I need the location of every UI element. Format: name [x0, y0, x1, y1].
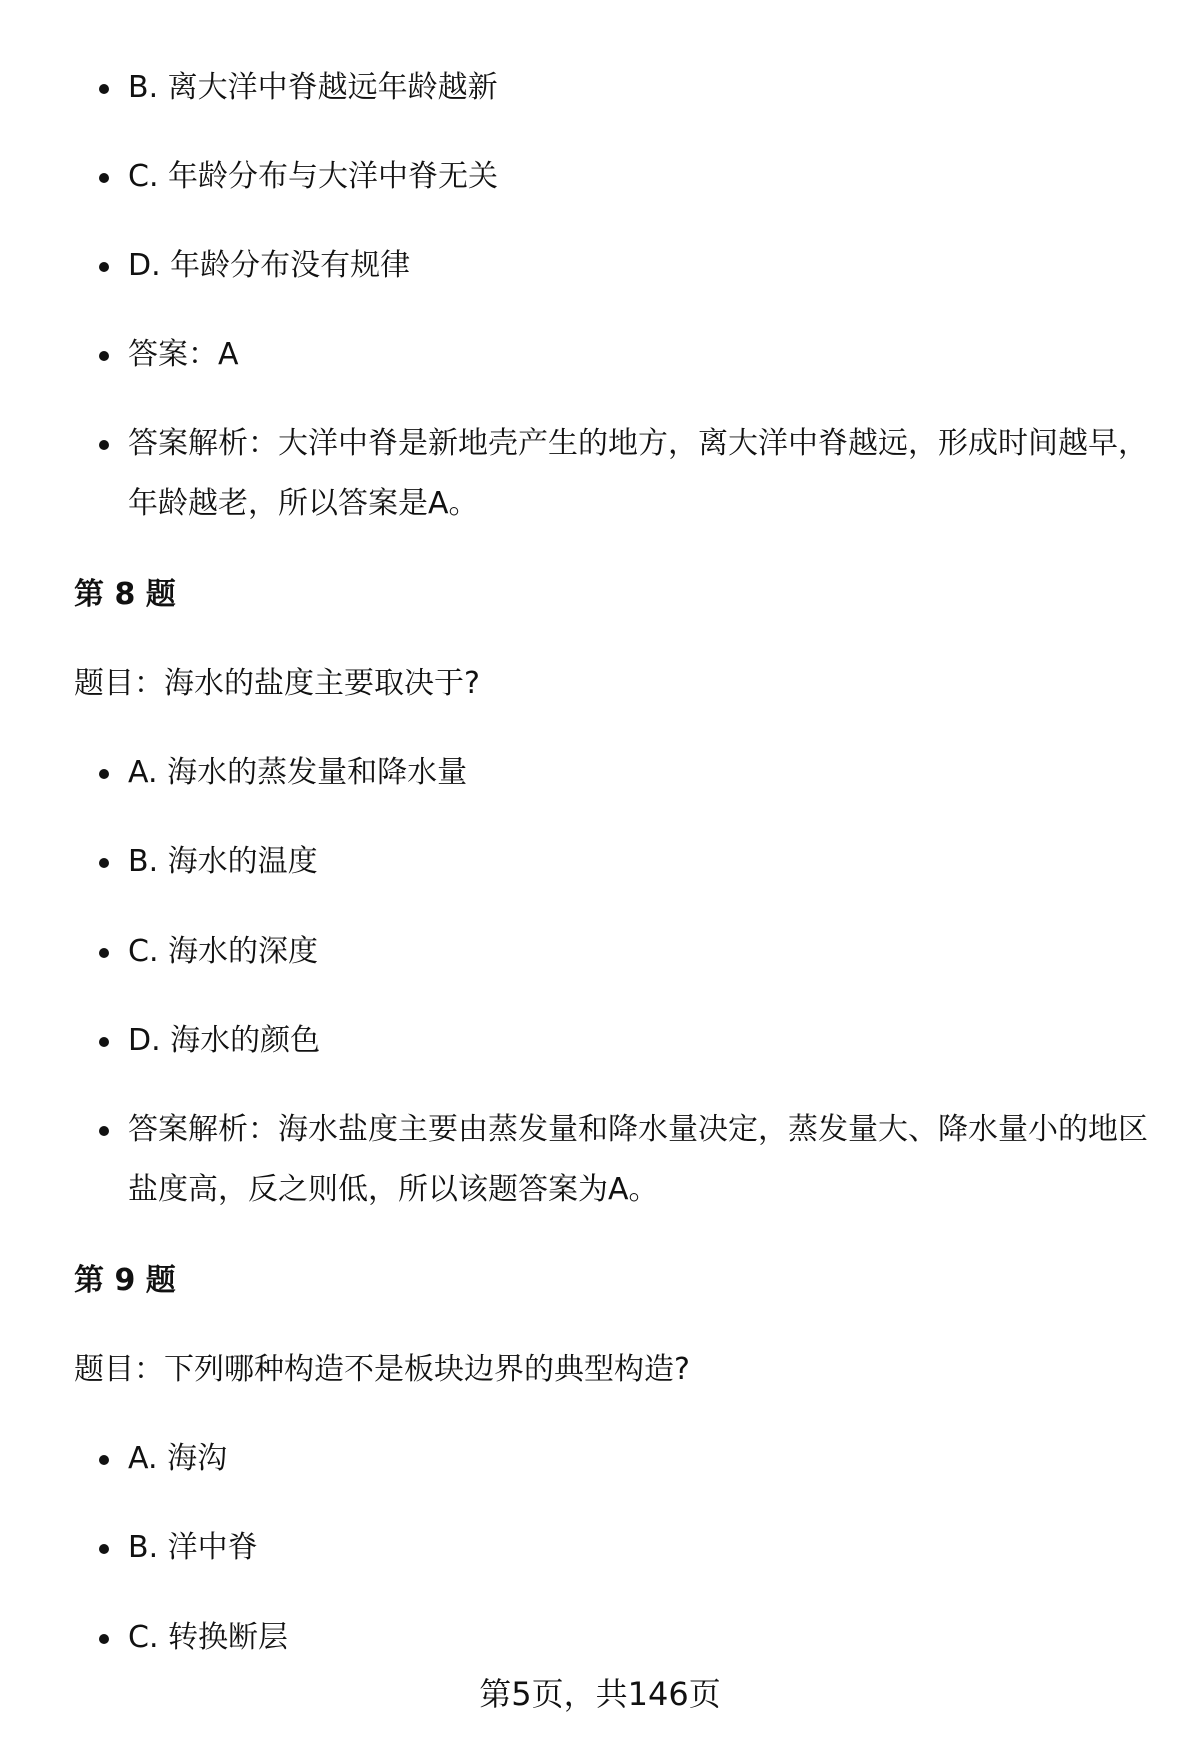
option-text: D. 海水的颜色: [128, 1023, 321, 1058]
option-text: A. 海沟: [128, 1441, 228, 1476]
bullet-icon: [99, 440, 109, 450]
q8-option-c: [128, 922, 1148, 982]
explanation-line-1: 答案解析：大洋中脊是新地壳产生的地方，离大洋中脊越远，形成时间越早，: [128, 426, 1148, 461]
q7-answer: [128, 325, 1148, 385]
q9-question: 题目：下列哪种构造不是板块边界的典型构造?: [74, 1352, 690, 1387]
bullet-icon: [99, 948, 109, 958]
q8-option-a: [128, 743, 1148, 803]
bullet-icon: [99, 84, 109, 94]
page-indicator: 第5页，共146页: [479, 1675, 721, 1713]
option-text: A. 海水的蒸发量和降水量: [128, 755, 468, 790]
bullet-icon: [99, 173, 109, 183]
option-text: B. 离大洋中脊越远年龄越新: [128, 70, 498, 105]
q7-option-d: [128, 236, 1148, 296]
q8-option-b: [128, 832, 1148, 892]
option-text: C. 海水的深度: [128, 934, 319, 969]
bullet-icon: [99, 1126, 109, 1136]
q7-option-b: [128, 58, 1148, 118]
explanation-line-1: 答案解析：海水盐度主要由蒸发量和降水量决定，蒸发量大、降水量小的地区: [128, 1112, 1148, 1147]
q8-question: 题目：海水的盐度主要取决于?: [74, 666, 480, 701]
q9-option-a: [128, 1429, 1148, 1489]
explanation-line-2: 盐度高，反之则低，所以该题答案为A。: [128, 1172, 659, 1207]
q7-option-c: [128, 147, 1148, 207]
q9-option-b: [128, 1518, 1148, 1578]
bullet-icon: [99, 262, 109, 272]
option-text: C. 转换断层: [128, 1620, 289, 1655]
q7-explanation: [128, 414, 1148, 534]
option-text: C. 年龄分布与大洋中脊无关: [128, 159, 499, 194]
bullet-icon: [99, 858, 109, 868]
explanation-line-2: 年龄越老，所以答案是A。: [128, 486, 479, 521]
bullet-icon: [99, 1455, 109, 1465]
bullet-icon: [99, 1634, 109, 1644]
q9-heading: 第 9 题: [74, 1263, 176, 1298]
bullet-icon: [99, 769, 109, 779]
q8-heading: 第 8 题: [74, 577, 176, 612]
q8-option-d: [128, 1011, 1148, 1071]
option-text: B. 洋中脊: [128, 1530, 258, 1565]
q8-explanation: [128, 1100, 1148, 1220]
option-text: B. 海水的温度: [128, 844, 318, 879]
answer-text: 答案：A: [128, 337, 239, 372]
option-text: D. 年龄分布没有规律: [128, 248, 411, 283]
bullet-icon: [99, 351, 109, 361]
bullet-icon: [99, 1544, 109, 1554]
q9-option-c: [128, 1608, 1148, 1668]
bullet-icon: [99, 1037, 109, 1047]
